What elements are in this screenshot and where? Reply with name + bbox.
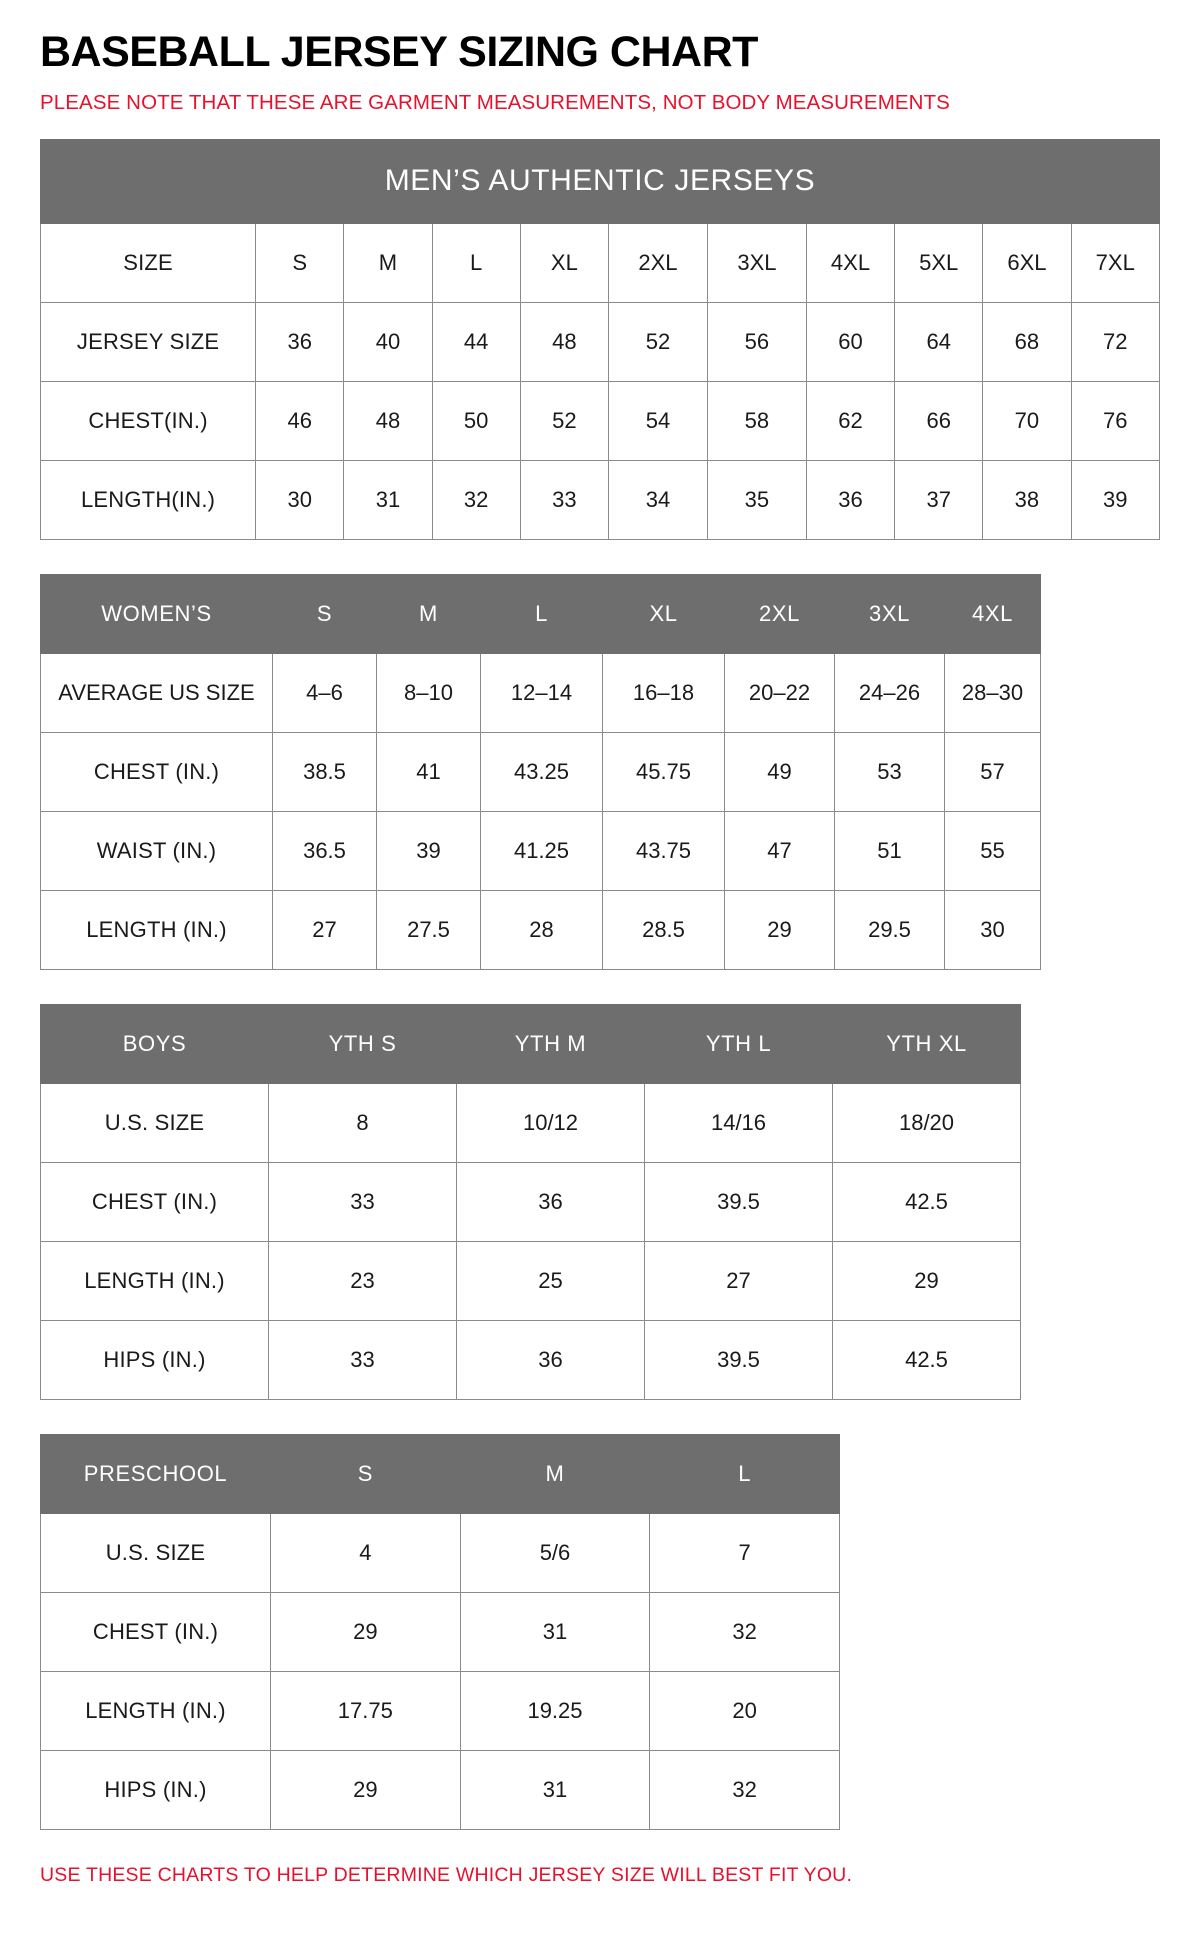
header-cell: 7XL xyxy=(1071,223,1159,302)
data-cell: 46 xyxy=(256,381,344,460)
data-cell: 19.25 xyxy=(460,1671,650,1750)
data-cell: 29 xyxy=(725,890,835,969)
footer-note: USE THESE CHARTS TO HELP DETERMINE WHICH JERSEY SIZE WILL BEST FIT YOU. xyxy=(40,1863,853,1886)
data-cell: 70 xyxy=(983,381,1071,460)
data-cell: 68 xyxy=(983,302,1071,381)
table-row xyxy=(41,1671,840,1750)
header-cell: S xyxy=(273,574,377,653)
table-row xyxy=(41,1162,1021,1241)
data-cell: 41 xyxy=(377,732,481,811)
header-cell: XL xyxy=(520,223,608,302)
data-cell: 56 xyxy=(707,302,806,381)
data-cell: 33 xyxy=(269,1162,457,1241)
data-cell: 36.5 xyxy=(273,811,377,890)
row-label: HIPS (IN.) xyxy=(41,1320,269,1399)
data-cell: 10/12 xyxy=(457,1083,645,1162)
table-header-row xyxy=(41,1004,1021,1083)
data-cell: 27.5 xyxy=(377,890,481,969)
data-cell: 52 xyxy=(520,381,608,460)
header-cell: L xyxy=(650,1434,840,1513)
data-cell: 27 xyxy=(645,1241,833,1320)
data-cell: 58 xyxy=(707,381,806,460)
data-cell: 23 xyxy=(269,1241,457,1320)
header-cell: WOMEN’S xyxy=(41,574,273,653)
header-cell: BOYS xyxy=(41,1004,269,1083)
data-cell: 50 xyxy=(432,381,520,460)
data-cell: 20 xyxy=(650,1671,840,1750)
data-cell: 35 xyxy=(707,460,806,539)
data-cell: 55 xyxy=(945,811,1041,890)
header-cell: 3XL xyxy=(835,574,945,653)
header-cell: S xyxy=(271,1434,461,1513)
preschool-sizing-table xyxy=(40,1434,840,1830)
womens-sizing-table xyxy=(40,574,1041,970)
mens-banner: MEN’S AUTHENTIC JERSEYS xyxy=(41,139,1160,223)
data-cell: 4 xyxy=(271,1513,461,1592)
header-cell: 3XL xyxy=(707,223,806,302)
data-cell: 28.5 xyxy=(603,890,725,969)
page-title: BASEBALL JERSEY SIZING CHART xyxy=(40,28,758,76)
data-cell: 39 xyxy=(1071,460,1159,539)
data-cell: 32 xyxy=(650,1592,840,1671)
data-cell: 44 xyxy=(432,302,520,381)
data-cell: 24–26 xyxy=(835,653,945,732)
data-cell: 36 xyxy=(806,460,894,539)
header-cell: M xyxy=(344,223,432,302)
data-cell: 14/16 xyxy=(645,1083,833,1162)
data-cell: 39.5 xyxy=(645,1162,833,1241)
data-cell: 8–10 xyxy=(377,653,481,732)
row-label: JERSEY SIZE xyxy=(41,302,256,381)
header-cell: L xyxy=(481,574,603,653)
data-cell: 33 xyxy=(520,460,608,539)
data-cell: 42.5 xyxy=(833,1320,1021,1399)
data-cell: 25 xyxy=(457,1241,645,1320)
data-cell: 41.25 xyxy=(481,811,603,890)
header-cell: 4XL xyxy=(806,223,894,302)
header-cell: SIZE xyxy=(41,223,256,302)
boys-sizing-table xyxy=(40,1004,1021,1400)
header-cell: 4XL xyxy=(945,574,1041,653)
header-cell: M xyxy=(377,574,481,653)
data-cell: 29 xyxy=(271,1750,461,1829)
header-cell: M xyxy=(460,1434,650,1513)
row-label: CHEST (IN.) xyxy=(41,732,273,811)
data-cell: 31 xyxy=(460,1750,650,1829)
row-label: CHEST (IN.) xyxy=(41,1162,269,1241)
table-row xyxy=(41,1320,1021,1399)
data-cell: 30 xyxy=(256,460,344,539)
data-cell: 36 xyxy=(457,1320,645,1399)
data-cell: 48 xyxy=(520,302,608,381)
header-cell: YTH L xyxy=(645,1004,833,1083)
data-cell: 39 xyxy=(377,811,481,890)
data-cell: 43.25 xyxy=(481,732,603,811)
header-cell: 5XL xyxy=(895,223,983,302)
table-row xyxy=(41,1513,840,1592)
data-cell: 36 xyxy=(457,1162,645,1241)
data-cell: 39.5 xyxy=(645,1320,833,1399)
data-cell: 53 xyxy=(835,732,945,811)
header-cell: S xyxy=(256,223,344,302)
row-label: CHEST(IN.) xyxy=(41,381,256,460)
data-cell: 29 xyxy=(271,1592,461,1671)
table-row xyxy=(41,1241,1021,1320)
row-label: AVERAGE US SIZE xyxy=(41,653,273,732)
header-cell: PRESCHOOL xyxy=(41,1434,271,1513)
table-row xyxy=(41,460,1160,539)
data-cell: 32 xyxy=(650,1750,840,1829)
data-cell: 38.5 xyxy=(273,732,377,811)
data-cell: 37 xyxy=(895,460,983,539)
data-cell: 5/6 xyxy=(460,1513,650,1592)
row-label: U.S. SIZE xyxy=(41,1513,271,1592)
data-cell: 29.5 xyxy=(835,890,945,969)
data-cell: 32 xyxy=(432,460,520,539)
table-row xyxy=(41,1592,840,1671)
data-cell: 54 xyxy=(608,381,707,460)
data-cell: 12–14 xyxy=(481,653,603,732)
data-cell: 76 xyxy=(1071,381,1159,460)
table-row xyxy=(41,732,1041,811)
table-header-row xyxy=(41,223,1160,302)
measurement-note: PLEASE NOTE THAT THESE ARE GARMENT MEASUREMENTS, NOT BODY MEASUREMENTS xyxy=(40,91,950,115)
data-cell: 38 xyxy=(983,460,1071,539)
table-row xyxy=(41,1750,840,1829)
table-row xyxy=(41,302,1160,381)
data-cell: 36 xyxy=(256,302,344,381)
row-label: U.S. SIZE xyxy=(41,1083,269,1162)
data-cell: 66 xyxy=(895,381,983,460)
header-cell: 6XL xyxy=(983,223,1071,302)
data-cell: 17.75 xyxy=(271,1671,461,1750)
table-row xyxy=(41,811,1041,890)
data-cell: 16–18 xyxy=(603,653,725,732)
row-label: LENGTH(IN.) xyxy=(41,460,256,539)
data-cell: 31 xyxy=(460,1592,650,1671)
data-cell: 52 xyxy=(608,302,707,381)
data-cell: 31 xyxy=(344,460,432,539)
data-cell: 27 xyxy=(273,890,377,969)
data-cell: 51 xyxy=(835,811,945,890)
data-cell: 42.5 xyxy=(833,1162,1021,1241)
data-cell: 8 xyxy=(269,1083,457,1162)
header-cell: YTH S xyxy=(269,1004,457,1083)
data-cell: 29 xyxy=(833,1241,1021,1320)
table-header-row xyxy=(41,574,1041,653)
data-cell: 4–6 xyxy=(273,653,377,732)
header-cell: L xyxy=(432,223,520,302)
data-cell: 72 xyxy=(1071,302,1159,381)
data-cell: 64 xyxy=(895,302,983,381)
data-cell: 28–30 xyxy=(945,653,1041,732)
mens-sizing-table xyxy=(40,139,1160,540)
row-label: CHEST (IN.) xyxy=(41,1592,271,1671)
data-cell: 30 xyxy=(945,890,1041,969)
header-cell: YTH XL xyxy=(833,1004,1021,1083)
header-cell: 2XL xyxy=(608,223,707,302)
data-cell: 57 xyxy=(945,732,1041,811)
data-cell: 48 xyxy=(344,381,432,460)
row-label: LENGTH (IN.) xyxy=(41,1671,271,1750)
row-label: WAIST (IN.) xyxy=(41,811,273,890)
data-cell: 40 xyxy=(344,302,432,381)
table-row xyxy=(41,381,1160,460)
header-cell: 2XL xyxy=(725,574,835,653)
header-cell: YTH M xyxy=(457,1004,645,1083)
data-cell: 28 xyxy=(481,890,603,969)
data-cell: 7 xyxy=(650,1513,840,1592)
row-label: HIPS (IN.) xyxy=(41,1750,271,1829)
row-label: LENGTH (IN.) xyxy=(41,890,273,969)
table-row xyxy=(41,653,1041,732)
data-cell: 49 xyxy=(725,732,835,811)
data-cell: 20–22 xyxy=(725,653,835,732)
data-cell: 60 xyxy=(806,302,894,381)
table-row xyxy=(41,1083,1021,1162)
data-cell: 18/20 xyxy=(833,1083,1021,1162)
data-cell: 33 xyxy=(269,1320,457,1399)
table-header-row xyxy=(41,1434,840,1513)
data-cell: 47 xyxy=(725,811,835,890)
data-cell: 34 xyxy=(608,460,707,539)
data-cell: 45.75 xyxy=(603,732,725,811)
data-cell: 62 xyxy=(806,381,894,460)
header-cell: XL xyxy=(603,574,725,653)
table-row xyxy=(41,890,1041,969)
row-label: LENGTH (IN.) xyxy=(41,1241,269,1320)
table-banner-row xyxy=(41,139,1160,223)
data-cell: 43.75 xyxy=(603,811,725,890)
